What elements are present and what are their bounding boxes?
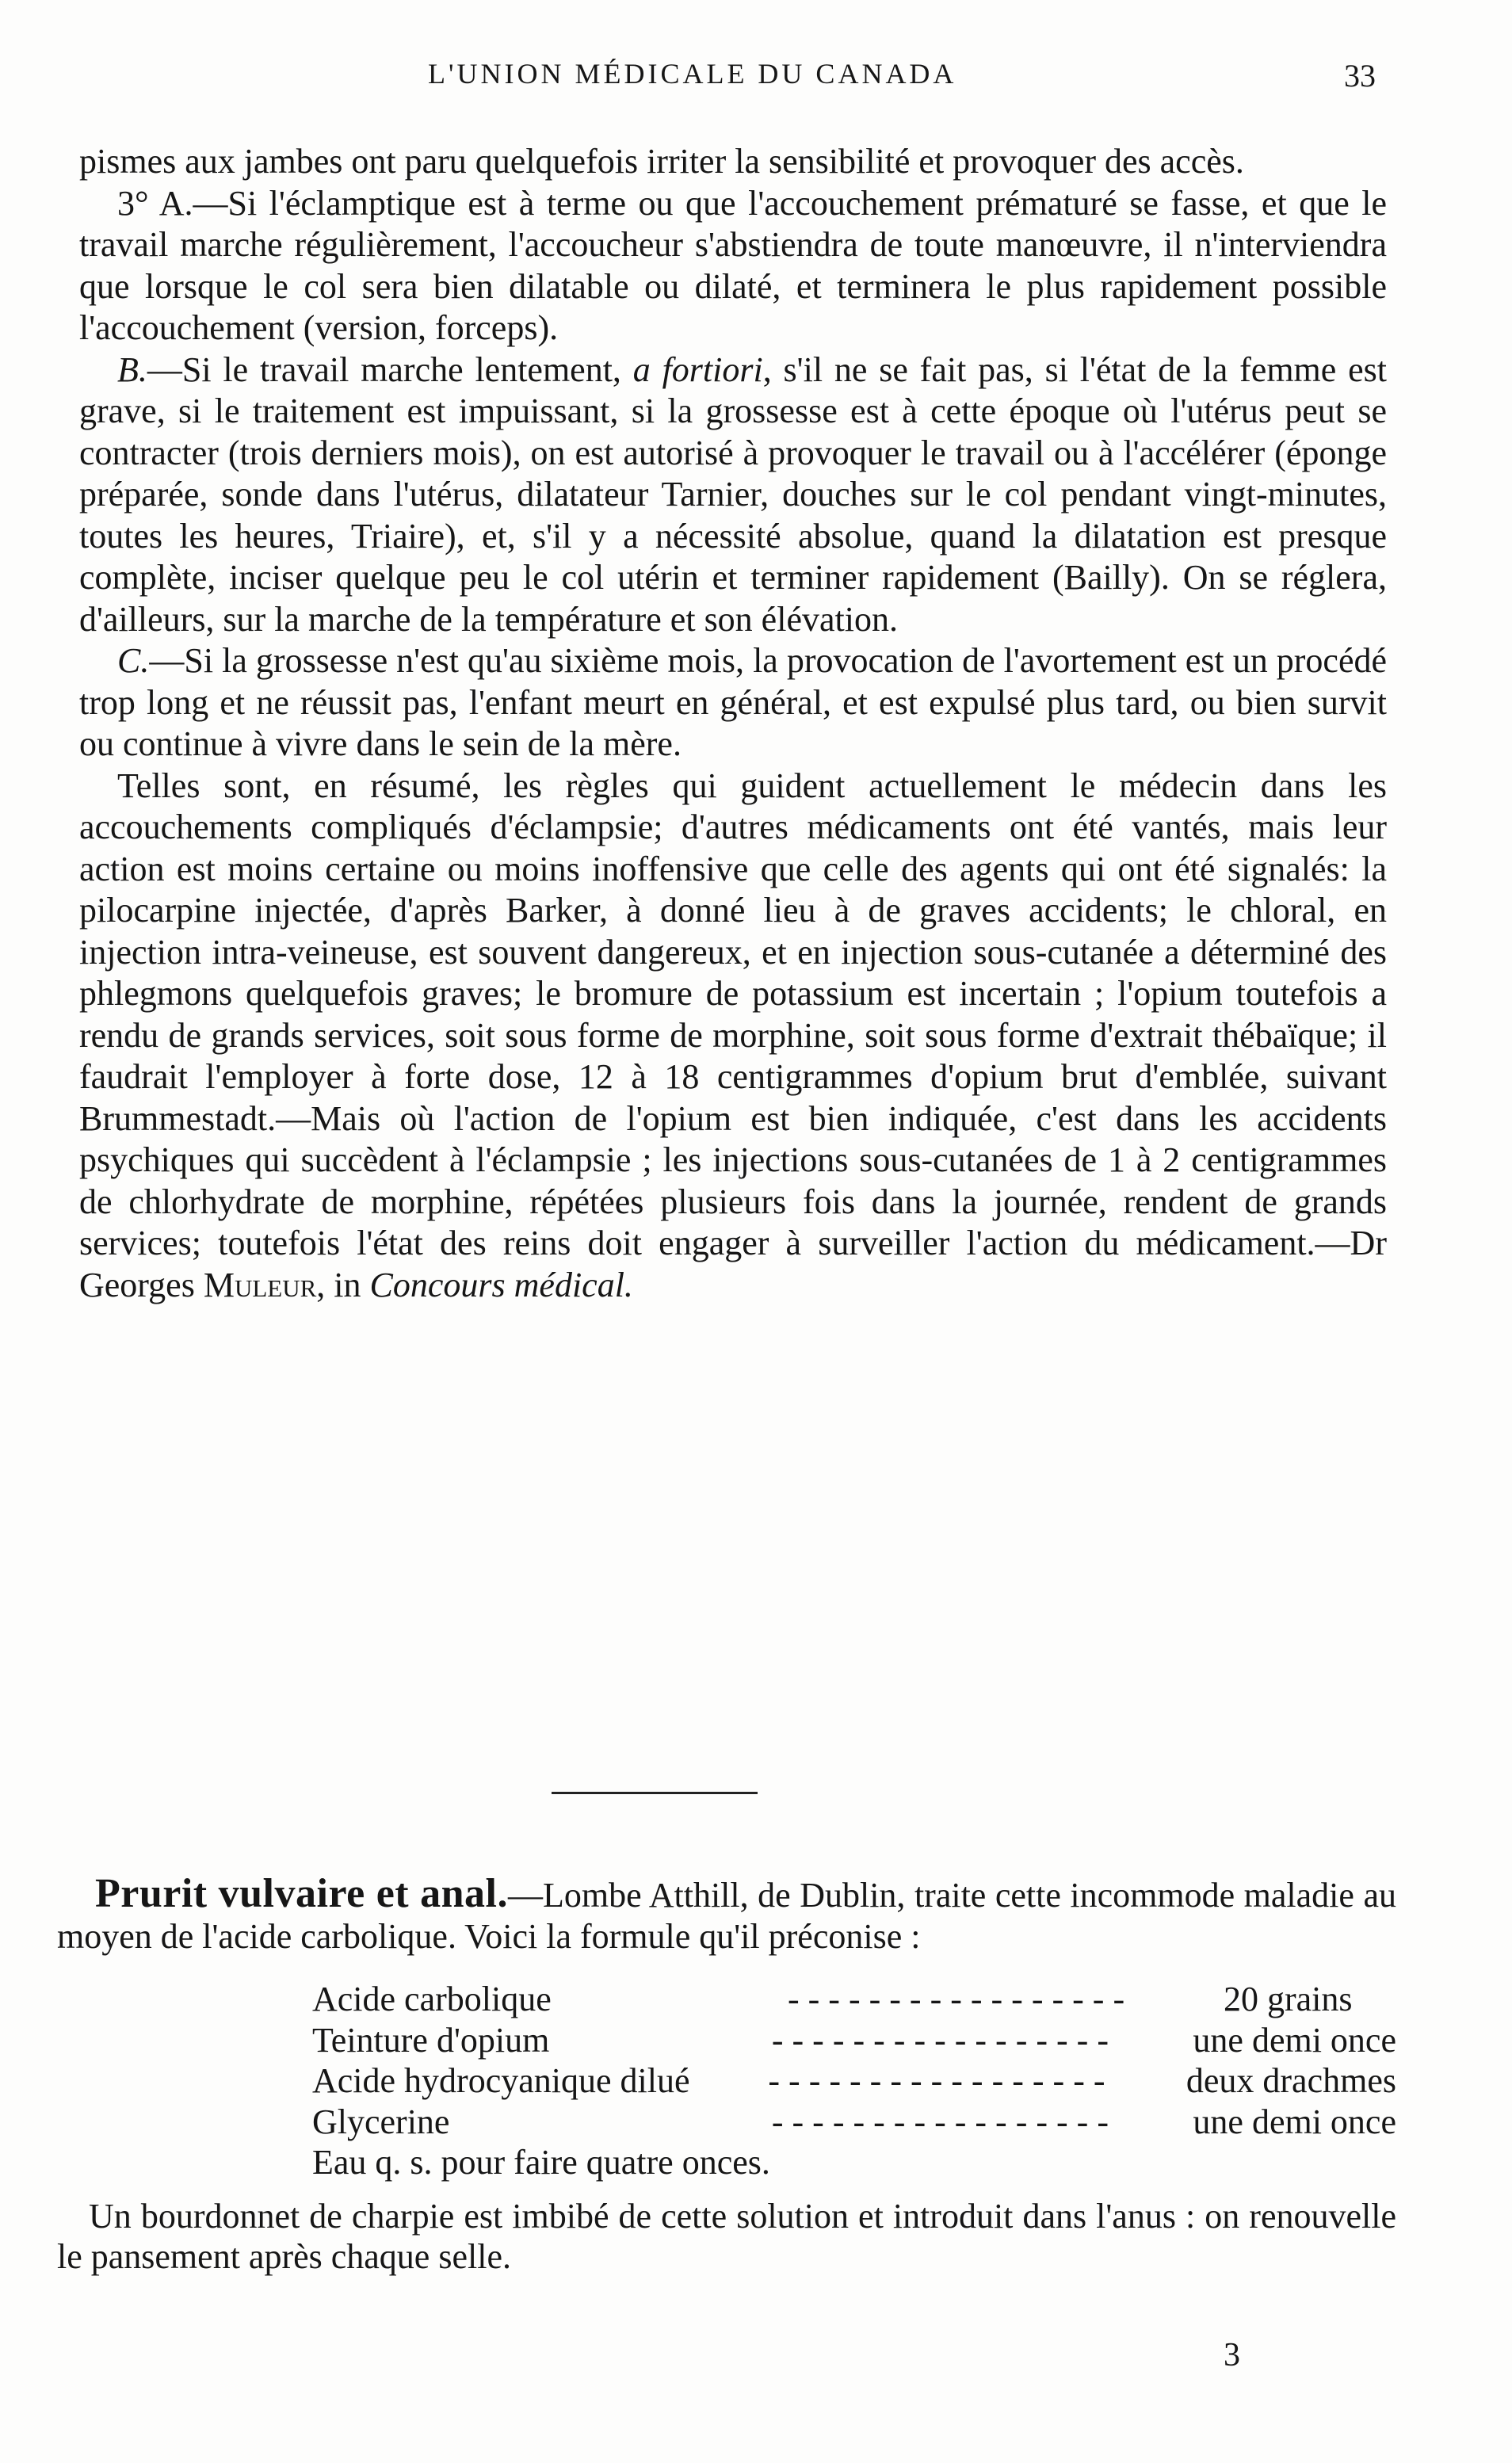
- paragraph-summary: [79, 766, 1387, 1307]
- formula-row: [312, 2060, 1396, 2102]
- formula-row: [312, 1979, 1396, 2020]
- a-fortiori: a fortiori: [632, 349, 763, 389]
- paragraph-closing: Un bourdonnet de charpie est imbibé de cette solution et introduit dans l'anus : on renouvelle le pansement après chaque selle.: [57, 2196, 1396, 2276]
- ingredient-quantity: une demi once: [1193, 2020, 1396, 2060]
- ingredient-quantity: deux drachmes: [1186, 2061, 1396, 2100]
- formula-final: Eau q. s. pour faire quatre onces.: [312, 2143, 770, 2182]
- source-title: Concours médical.: [369, 1265, 633, 1304]
- ingredient-name: Acide carbolique: [312, 1980, 552, 2018]
- paragraph-b-pre: —Si le travail marche lentement,: [147, 349, 633, 389]
- paragraph-3a: 3° A.—Si l'éclamptique est à terme ou que l'accouchement prématuré se fasse, et que le travail marche régulièrement, l'accoucheur s'abstiendra de toute manœuvre, il n'interviendra que lorsque le col sera bien dilatable ou dilaté, et terminera le plus rapidement possible l'accouchement (version, forceps).: [79, 183, 1387, 347]
- label-c: C.: [117, 641, 150, 680]
- rubric-title: Prurit vulvaire et anal.: [95, 1871, 508, 1916]
- ingredient-quantity: une demi once: [1193, 2102, 1396, 2141]
- page-header: [0, 57, 1512, 105]
- formula-final-row: [312, 2142, 1396, 2183]
- dotted-leader: [772, 2020, 1193, 2061]
- running-title: L'UNION MÉDICALE DU CANADA: [428, 58, 957, 90]
- ingredient-name: Acide hydrocyanique dilué: [312, 2061, 690, 2100]
- ingredient-name: Glycerine: [312, 2102, 450, 2141]
- paragraph-continuation: pismes aux jambes ont paru quelquefois irriter la sensibilité et provoquer des accès.: [79, 142, 1244, 181]
- ingredient-quantity: 20 grains: [1224, 1980, 1353, 2018]
- paragraph-b-post: , s'il ne se fait pas, si l'état de la femme est grave, si le traitement est impuissant, si la grossesse est à cette époque où l'utérus peut se contracter (trois derniers mois), on est autorisé à provoquer le travail ou à l'accélérer (éponge préparée, sonde dans l'utérus, dilatateur Tarnier, douches sur le col pendant vingt-minutes, toutes les heures, Triaire), et, s'il y a nécessité absolue, quand la dilatation est presque complète, inciser quelque peu le col utérin et terminer rapidement (Bailly). On se réglera, d'ailleurs, sur la marche de la température et son élévation.: [79, 349, 1387, 639]
- section-divider: [552, 1792, 758, 1794]
- ingredient-name: Teinture d'opium: [312, 2020, 550, 2060]
- formula-row: [312, 2020, 1396, 2061]
- source-prefix: , in: [316, 1265, 370, 1304]
- paragraph-summary-text: Telles sont, en résumé, les règles qui guident actuellement le médecin dans les accouchements compliqués d'éclampsie; d'autres médicaments ont été vantés, mais leur action est moins certaine ou moins inoffensive que celle des agents qui ont été signalés: la pilocarpine injectée, d'après Barker, à donné lieu à de graves accidents; le chloral, en injection intra-veineuse, est souvent dangereux, et en injection sous-cutanée a déterminé des phlegmons quelquefois graves; le bromure de potassium est incertain ; l'opium toutefois a rendu de grands services, soit sous forme de morphine, soit sous forme d'extrait thébaïque; il faudrait l'employer à forte dose, 12 à 18 centigrammes d'opium brut d'emblée, suivant Brummestadt.—Mais où l'action de l'opium est bien indiquée, c'est dans les accidents psychiques qui succèdent à l'éclampsie ; les injections sous-cutanées de 1 à 2 centigrammes de chlorhydrate de morphine, répétées plusieurs fois dans la journée, rendent de grands services; toutefois l'état des reins doit engager à surveiller l'action du médicament.—Dr Georges: [79, 766, 1387, 1304]
- signature-mark: 3: [1224, 2337, 1240, 2373]
- dotted-leader: [772, 2102, 1193, 2143]
- label-b: B.: [117, 349, 147, 389]
- article-eclampsie: [79, 141, 1387, 1306]
- page-number: 33: [1344, 58, 1376, 94]
- prescription-formula: [312, 1979, 1396, 2183]
- dotted-leader: [788, 1979, 1224, 2020]
- prurit-intro: —Lombe Atthill, de Dublin, traite cette incommode maladie au moyen de l'acide carbolique. Voici la formule qu'il préconise :: [57, 1876, 1396, 1956]
- formula-row: [312, 2102, 1396, 2143]
- paragraph-c: [79, 640, 1387, 766]
- author-name: Muleur: [203, 1265, 317, 1304]
- dotted-leader: [768, 2060, 1186, 2102]
- paragraph-c-text: —Si la grossesse n'est qu'au sixième mois, la provocation de l'avortement est un procédé trop long et ne réussit pas, l'enfant meurt en général, et est expulsé plus tard, ou bien survit ou continue à vivre dans le sein de la mère.: [79, 641, 1387, 763]
- paragraph-prurit: [57, 1873, 1396, 1957]
- article-prurit: [57, 1873, 1396, 2278]
- paragraph-b: [79, 349, 1387, 641]
